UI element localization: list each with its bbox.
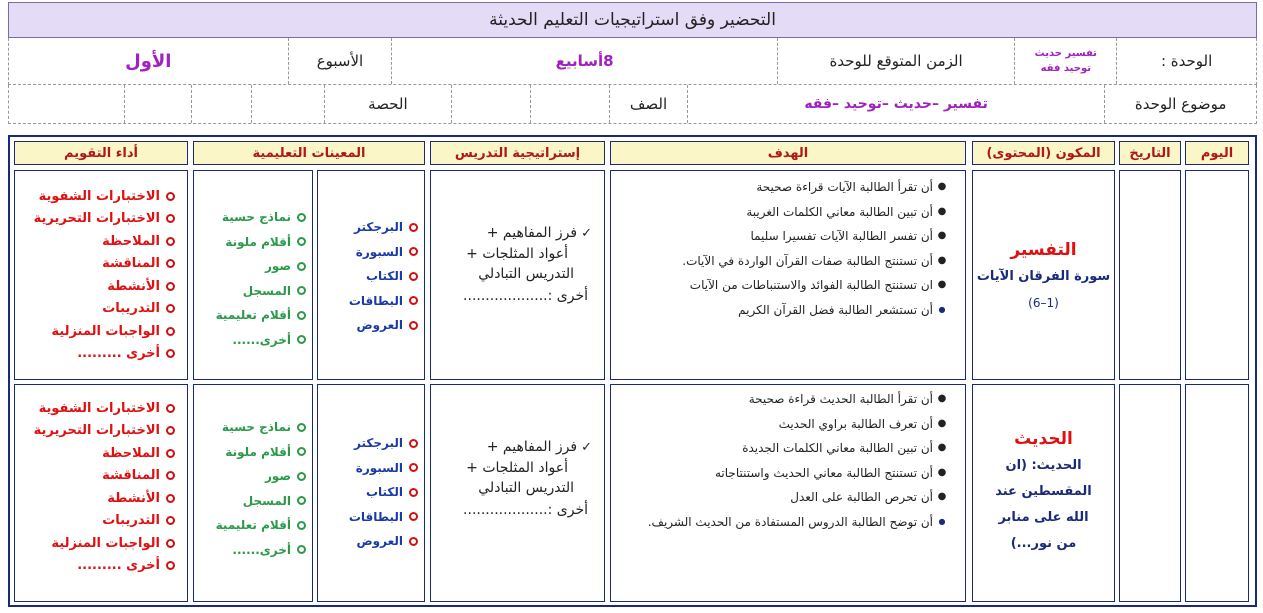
header-row-topic: [8, 85, 1257, 124]
circle-icon: [297, 286, 306, 295]
bullet-icon: ●: [937, 205, 947, 217]
aid-item: العروض: [318, 313, 418, 338]
row1-evaluation-cell: [14, 170, 188, 380]
row2-strategy-cell: [430, 384, 605, 602]
circle-icon: [166, 426, 175, 435]
unit-value-line1: تفسير حديث: [1034, 48, 1097, 59]
row1-aids-blue-cell: [317, 170, 425, 380]
circle-icon: [409, 296, 418, 305]
row2-goal-list: [611, 385, 965, 530]
aid-item: العروض: [318, 529, 418, 554]
col-evaluation-header: أداء التقويم: [14, 141, 188, 165]
circle-icon: [166, 516, 175, 525]
row2-aids-blue-cell: [317, 384, 425, 602]
checkmark-icon: ✓: [581, 440, 592, 455]
goal-item: ● أن تستشعر الطالبة فضل القرآن الكريم: [621, 302, 951, 318]
strategy-line: أعواد المثلجات +: [466, 460, 568, 476]
circle-icon: [166, 282, 175, 291]
row1-goal-cell: [610, 170, 966, 380]
evaluation-item: الاختبارات التحريرية: [15, 420, 175, 443]
period-cell-1: [251, 85, 324, 123]
aid-item: أقلام تعليمية: [194, 303, 306, 328]
row2-aids-green-cell: [193, 384, 313, 602]
row1-strategy-cell: [430, 170, 605, 380]
col-goal-header: الهدف: [610, 141, 966, 165]
aid-item: أقلام تعليمية: [194, 513, 306, 538]
row2-day-cell: [1185, 384, 1249, 602]
aid-item: أخرى......: [194, 328, 306, 353]
row2-component-sub-2: المقسطين عند الله على منابر من نور...): [995, 484, 1092, 551]
evaluation-item: التدريبات: [15, 510, 175, 533]
aid-item: السبورة: [318, 240, 418, 265]
aid-item: صور: [194, 254, 306, 279]
circle-icon: [166, 349, 175, 358]
row2-goal-cell: [610, 384, 966, 602]
evaluation-item: الأنشطة: [15, 275, 175, 298]
circle-icon: [166, 304, 175, 313]
circle-icon: [297, 423, 306, 432]
aid-item: الكتاب: [318, 480, 418, 505]
evaluation-item: الاختبارات الشفوية: [15, 185, 175, 208]
aid-item: الكتاب: [318, 264, 418, 289]
page-title: التحضير وفق استراتيجيات التعليم الحديثة: [8, 2, 1257, 38]
evaluation-item: الاختبارات التحريرية: [15, 208, 175, 231]
class-cell-2: [451, 85, 530, 123]
period-cell-2: [191, 85, 251, 123]
goal-item: ● أن تستنتج الطالبة معاني الحديث واستنتاجاته: [621, 465, 951, 481]
goal-item: ● أن تبين الطالبة معاني الكلمات الغريبة: [621, 204, 951, 220]
row1-day-cell: [1185, 170, 1249, 380]
circle-icon: [166, 404, 175, 413]
bullet-icon: ●: [937, 442, 947, 453]
lesson-plan-table: [8, 135, 1257, 607]
circle-icon: [166, 449, 175, 458]
circle-icon: [409, 247, 418, 256]
strategy-line: أعواد المثلجات +: [466, 246, 568, 262]
aid-item: البطاقات: [318, 289, 418, 314]
checkmark-icon: ✓: [581, 226, 592, 241]
evaluation-item: أخرى .........: [15, 555, 175, 578]
goal-item: ● أن تفسر الطالبة الآيات تفسيرا سليما: [621, 228, 951, 244]
row1-aids-green-list: [194, 205, 306, 352]
goal-item: ● ان تستنتج الطالبة الفوائد والاستنباطات من الآيات: [621, 277, 951, 293]
evaluation-item: الملاحظة: [15, 442, 175, 465]
evaluation-item: الاختبارات الشفوية: [15, 397, 175, 420]
row2-aids-blue-list: [318, 431, 418, 554]
row1-goal-list: [611, 171, 965, 318]
circle-icon: [166, 327, 175, 336]
circle-icon: [409, 512, 418, 521]
circle-icon: [297, 447, 306, 456]
week-value: الأول: [125, 50, 172, 72]
circle-icon: [297, 335, 306, 344]
circle-icon: [297, 237, 306, 246]
goal-item: ● أن تحرص الطالبة على العدل: [621, 489, 951, 505]
row1-aids-blue-list: [318, 215, 418, 338]
bullet-icon: ●: [937, 466, 947, 478]
circle-icon: [297, 472, 306, 481]
row1-aids-green-cell: [193, 170, 313, 380]
bullet-icon: ●: [937, 279, 947, 290]
strategy-line: ✓فرز المفاهيم +: [486, 225, 592, 241]
class-cell-1: [530, 85, 609, 123]
expected-time-label: الزمن المتوقع للوحدة: [777, 38, 1015, 84]
row2-component-sub: الحديث: (ان: [1005, 458, 1082, 473]
circle-icon: [166, 192, 175, 201]
unit-label: الوحدة :: [1116, 38, 1256, 84]
goal-item: ● أن تقرأ الطالبة الآيات قراءة صحيحة: [621, 179, 951, 195]
circle-icon: [409, 488, 418, 497]
aid-item: نماذج حسية: [194, 415, 306, 440]
aid-item: أقلام ملونة: [194, 440, 306, 465]
unit-value-line2: توحيد فقه: [1040, 63, 1091, 74]
unit-topic-label: موضوع الوحدة: [1104, 85, 1256, 123]
circle-icon: [297, 521, 306, 530]
evaluation-item: الملاحظة: [15, 230, 175, 253]
aid-item: البرجكتر: [318, 215, 418, 240]
evaluation-item: المناقشة: [15, 253, 175, 276]
row1-date-cell: [1119, 170, 1181, 380]
circle-icon: [166, 259, 175, 268]
strategy-line: ✓فرز المفاهيم +: [486, 439, 592, 455]
circle-icon: [166, 214, 175, 223]
goal-item: ● أن تبين الطالبة معاني الكلمات الجديدة: [621, 440, 951, 456]
evaluation-item: أخرى .........: [15, 343, 175, 366]
bullet-icon: ●: [937, 417, 947, 429]
row2-date-cell: [1119, 384, 1181, 602]
circle-icon: [297, 311, 306, 320]
row2-component-cell: [972, 384, 1115, 602]
row2-evaluation-list: [15, 397, 175, 577]
bullet-icon: ●: [938, 304, 946, 314]
circle-icon: [297, 213, 306, 222]
evaluation-item: الواجبات المنزلية: [15, 532, 175, 555]
bullet-icon: ●: [937, 393, 947, 404]
aid-item: أخرى......: [194, 538, 306, 563]
aid-item: نماذج حسية: [194, 205, 306, 230]
week-label: الأسبوع: [288, 38, 392, 84]
bullet-icon: ●: [937, 230, 947, 241]
bullet-icon: ●: [937, 254, 947, 266]
aid-item: المسجل: [194, 279, 306, 304]
strategy-line: التدريس التبادلي: [478, 480, 574, 496]
row2-component-title: الحديث: [1014, 429, 1073, 449]
unit-topic-value: تفسير –حديث –توحيد –فقه: [687, 85, 1104, 123]
circle-icon: [409, 321, 418, 330]
col-aids-header: المعينات التعليمية: [193, 141, 425, 165]
col-strategy-header: إستراتيجية التدريس: [430, 141, 605, 165]
evaluation-item: الواجبات المنزلية: [15, 320, 175, 343]
period-cell-4: [9, 85, 124, 123]
evaluation-item: الأنشطة: [15, 487, 175, 510]
circle-icon: [166, 237, 175, 246]
header-row-unit: [8, 38, 1257, 85]
col-day-header: اليوم: [1185, 141, 1249, 165]
circle-icon: [409, 223, 418, 232]
circle-icon: [297, 545, 306, 554]
row2-evaluation-cell: [14, 384, 188, 602]
row1-component-title: التفسير: [1010, 240, 1077, 260]
strategy-line: أخرى :...................: [463, 288, 588, 304]
goal-item: ● أن تستنتج الطالبة صفات القرآن الواردة في الآيات.: [621, 253, 951, 269]
evaluation-item: المناقشة: [15, 465, 175, 488]
col-date-header: التاريخ: [1119, 141, 1181, 165]
col-component-header: المكون (المحتوى): [972, 141, 1115, 165]
circle-icon: [166, 494, 175, 503]
strategy-line: أخرى :...................: [463, 502, 588, 518]
circle-icon: [166, 471, 175, 480]
circle-icon: [409, 272, 418, 281]
circle-icon: [409, 537, 418, 546]
row2-aids-green-list: [194, 415, 306, 562]
period-cell-3: [124, 85, 191, 123]
strategy-line: التدريس التبادلي: [478, 266, 574, 282]
circle-icon: [409, 463, 418, 472]
period-label: الحصة: [324, 85, 452, 123]
aid-item: صور: [194, 464, 306, 489]
row1-component-sub: سورة الفرقان الآيات: [976, 269, 1111, 284]
evaluation-item: التدريبات: [15, 298, 175, 321]
bullet-icon: ●: [938, 516, 946, 526]
row1-component-cell: [972, 170, 1115, 380]
circle-icon: [297, 262, 306, 271]
aid-item: البرجكتر: [318, 431, 418, 456]
goal-item: ● أن توضح الطالبة الدروس المستفادة من الحديث الشريف.: [621, 514, 951, 530]
aid-item: المسجل: [194, 489, 306, 514]
circle-icon: [166, 539, 175, 548]
header-table: [8, 2, 1257, 124]
row1-component-ref: (1–6): [1028, 296, 1059, 310]
aid-item: السبورة: [318, 456, 418, 481]
aid-item: أقلام ملونة: [194, 230, 306, 255]
bullet-icon: ●: [937, 491, 947, 502]
circle-icon: [297, 496, 306, 505]
goal-item: ● أن تعرف الطالبة براوي الحديث: [621, 416, 951, 432]
class-label: الصف: [609, 85, 687, 123]
expected-time-value: 8أسابيع: [391, 38, 776, 84]
aid-item: البطاقات: [318, 505, 418, 530]
circle-icon: [166, 561, 175, 570]
unit-value: [1014, 38, 1116, 84]
circle-icon: [409, 439, 418, 448]
bullet-icon: ●: [937, 181, 947, 192]
row1-evaluation-list: [15, 185, 175, 365]
goal-item: ● أن تقرأ الطالبة الحديث قراءة صحيحة: [621, 391, 951, 407]
